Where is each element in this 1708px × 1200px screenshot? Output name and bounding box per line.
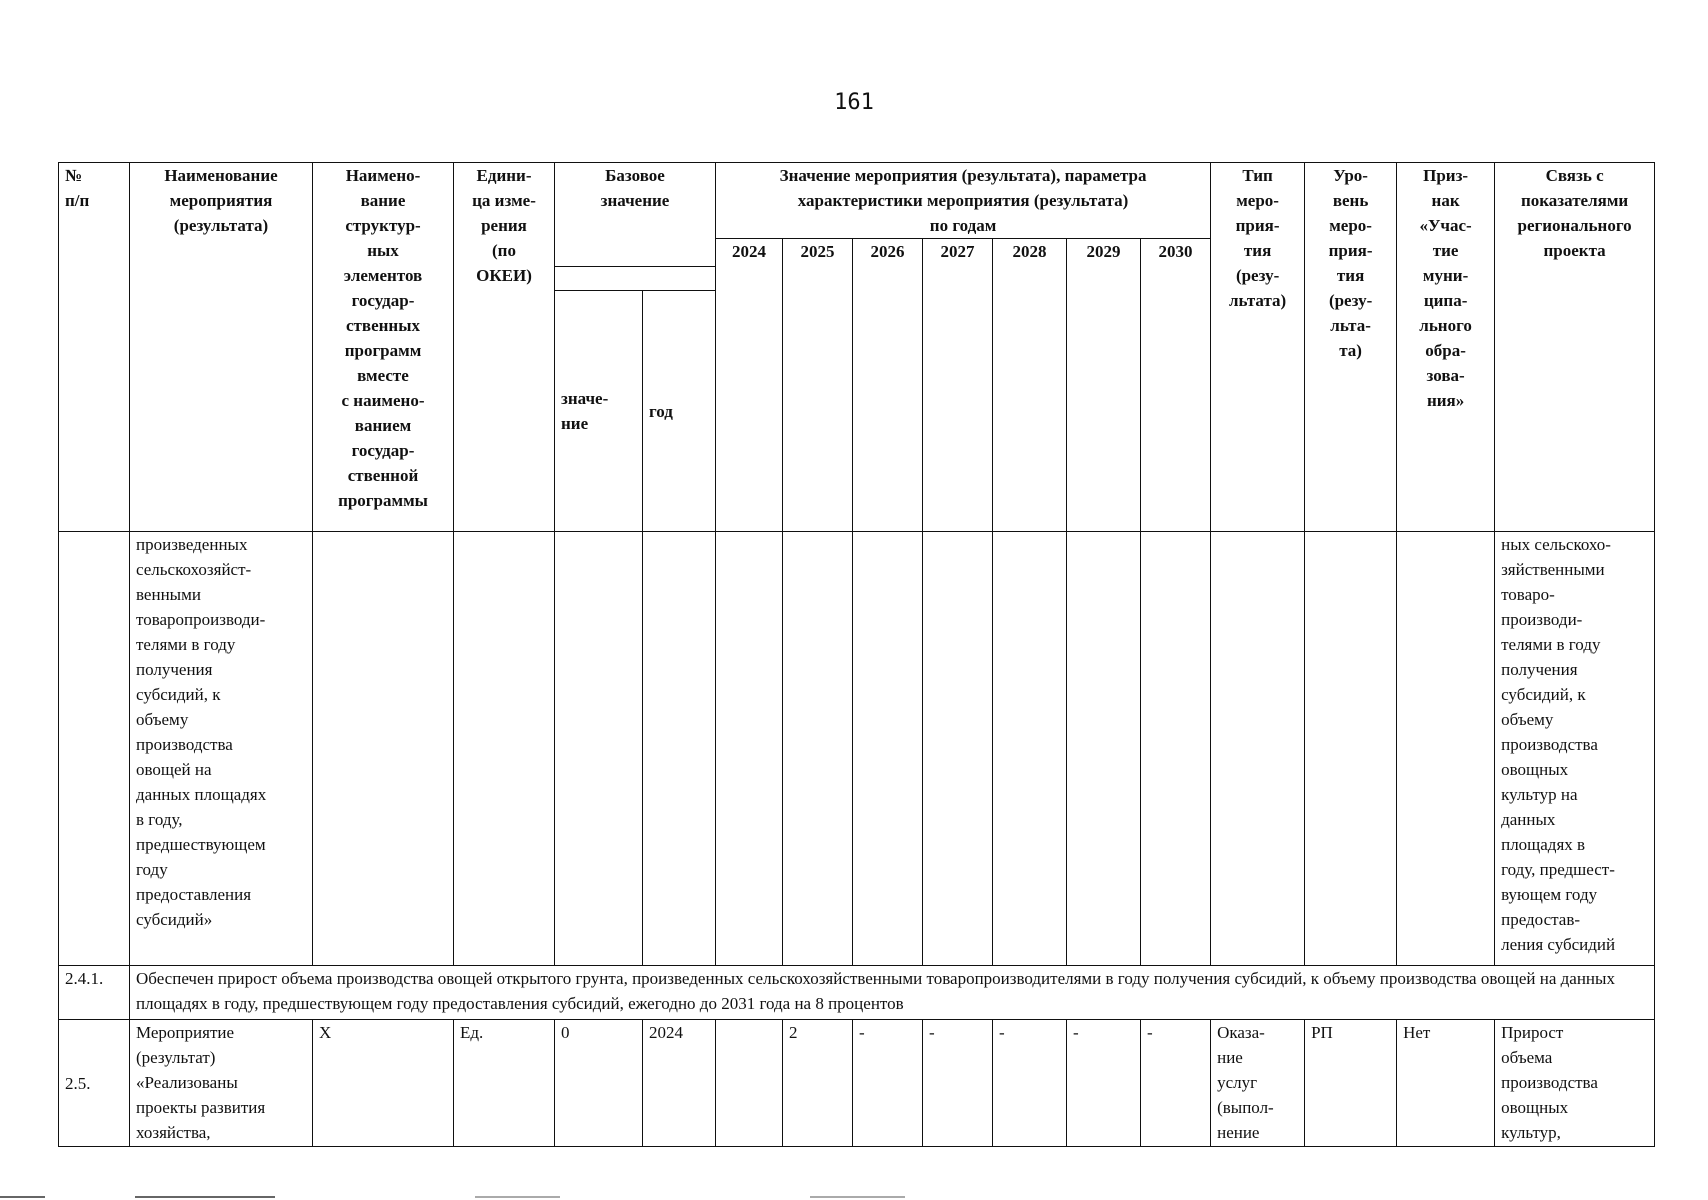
header-num: № п/п xyxy=(59,163,130,532)
item-type: Оказа- ние услуг (выпол- нение xyxy=(1211,1020,1305,1147)
header-unit: Едини- ца изме- рения (по ОКЕИ) xyxy=(454,163,555,532)
continuation-name: произведенных сельскохозяйст- венными товаропроизводи- телями в году получения субсидий, к объему производства овощей на данных площадях в году, предшествующем году предоставления субсидий» xyxy=(130,532,313,966)
continuation-level xyxy=(1305,532,1397,966)
item-year-2025: 2 xyxy=(783,1020,853,1147)
item-year-2027: - xyxy=(923,1020,993,1147)
item-level: РП xyxy=(1305,1020,1397,1147)
header-year-2025: 2025 xyxy=(783,239,853,532)
item-link: Прирост объема производства овощных культур, xyxy=(1495,1020,1655,1147)
scan-edge-lines xyxy=(0,1196,1708,1200)
header-year-2027: 2027 xyxy=(923,239,993,532)
continuation-base-year xyxy=(643,532,716,966)
item-num: 2.5. xyxy=(59,1020,130,1147)
continuation-link: ных сельскохо- зяйственными товаро- производи- телями в году получения субсидий, к объему производства овощных культур на данных площадях в году, предшест- вующем году предостав- ления субсидий xyxy=(1495,532,1655,966)
header-municipal-sign: Приз- нак «Учас- тие муни- ципа- льного обра- зова- ния» xyxy=(1397,163,1495,532)
item-year-2028: - xyxy=(993,1020,1067,1147)
header-type: Тип меро- прия- тия (резу- льтата) xyxy=(1211,163,1305,532)
header-year-2024: 2024 xyxy=(716,239,783,532)
continuation-year-2025 xyxy=(783,532,853,966)
item-name: Мероприятие (результат) «Реализованы проекты развития хозяйства, xyxy=(130,1020,313,1147)
header-values-by-year: Значение мероприятия (результата), параметра характеристики мероприятия (результата) по годам xyxy=(716,163,1211,239)
header-link-indicators: Связь с показателями регионального проекта xyxy=(1495,163,1655,532)
continuation-num xyxy=(59,532,130,966)
continuation-year-2026 xyxy=(853,532,923,966)
continuation-year-2024 xyxy=(716,532,783,966)
header-year-2028: 2028 xyxy=(993,239,1067,532)
item-unit: Ед. xyxy=(454,1020,555,1147)
section-text: Обеспечен прирост объема производства овощей открытого грунта, произведенных сельскохозяйственными товаропроизводителями в году получения субсидий, к объему производства овощей на данных площадях в году, предшествующем году предоставления субсидий, ежегодно до 2031 года на 8 процентов xyxy=(130,966,1655,1020)
continuation-year-2028 xyxy=(993,532,1067,966)
continuation-year-2029 xyxy=(1067,532,1141,966)
item-base-value: 0 xyxy=(555,1020,643,1147)
header-structural-elements: Наимено- вание структур- ных элементов государ- ственных программ вместе с наимено- ванием государ- ственной программы xyxy=(313,163,454,532)
continuation-unit xyxy=(454,532,555,966)
continuation-structural xyxy=(313,532,454,966)
header-year-2029: 2029 xyxy=(1067,239,1141,532)
section-num: 2.4.1. xyxy=(59,966,130,1020)
continuation-year-2027 xyxy=(923,532,993,966)
item-year-2030: - xyxy=(1141,1020,1211,1147)
table-row xyxy=(59,966,1655,1020)
header-year-2026: 2026 xyxy=(853,239,923,532)
item-year-2029: - xyxy=(1067,1020,1141,1147)
continuation-type xyxy=(1211,532,1305,966)
header-base-value: значе- ние xyxy=(555,291,643,532)
header-level: Уро- вень меро- прия- тия (резу- льта- та) xyxy=(1305,163,1397,532)
page-number: 161 xyxy=(834,90,874,115)
table-row xyxy=(59,532,1655,966)
item-year-2026: - xyxy=(853,1020,923,1147)
continuation-sign xyxy=(1397,532,1495,966)
table-row xyxy=(59,1020,1655,1147)
header-base-year: год xyxy=(643,291,716,532)
item-year-2024 xyxy=(716,1020,783,1147)
continuation-year-2030 xyxy=(1141,532,1211,966)
item-structural: X xyxy=(313,1020,454,1147)
header-base: Базовое значение xyxy=(555,163,716,267)
item-sign: Нет xyxy=(1397,1020,1495,1147)
item-base-year: 2024 xyxy=(643,1020,716,1147)
continuation-base-value xyxy=(555,532,643,966)
header-year-2030: 2030 xyxy=(1141,239,1211,532)
activities-table xyxy=(58,162,1655,1147)
header-name: Наименование мероприятия (результата) xyxy=(130,163,313,532)
